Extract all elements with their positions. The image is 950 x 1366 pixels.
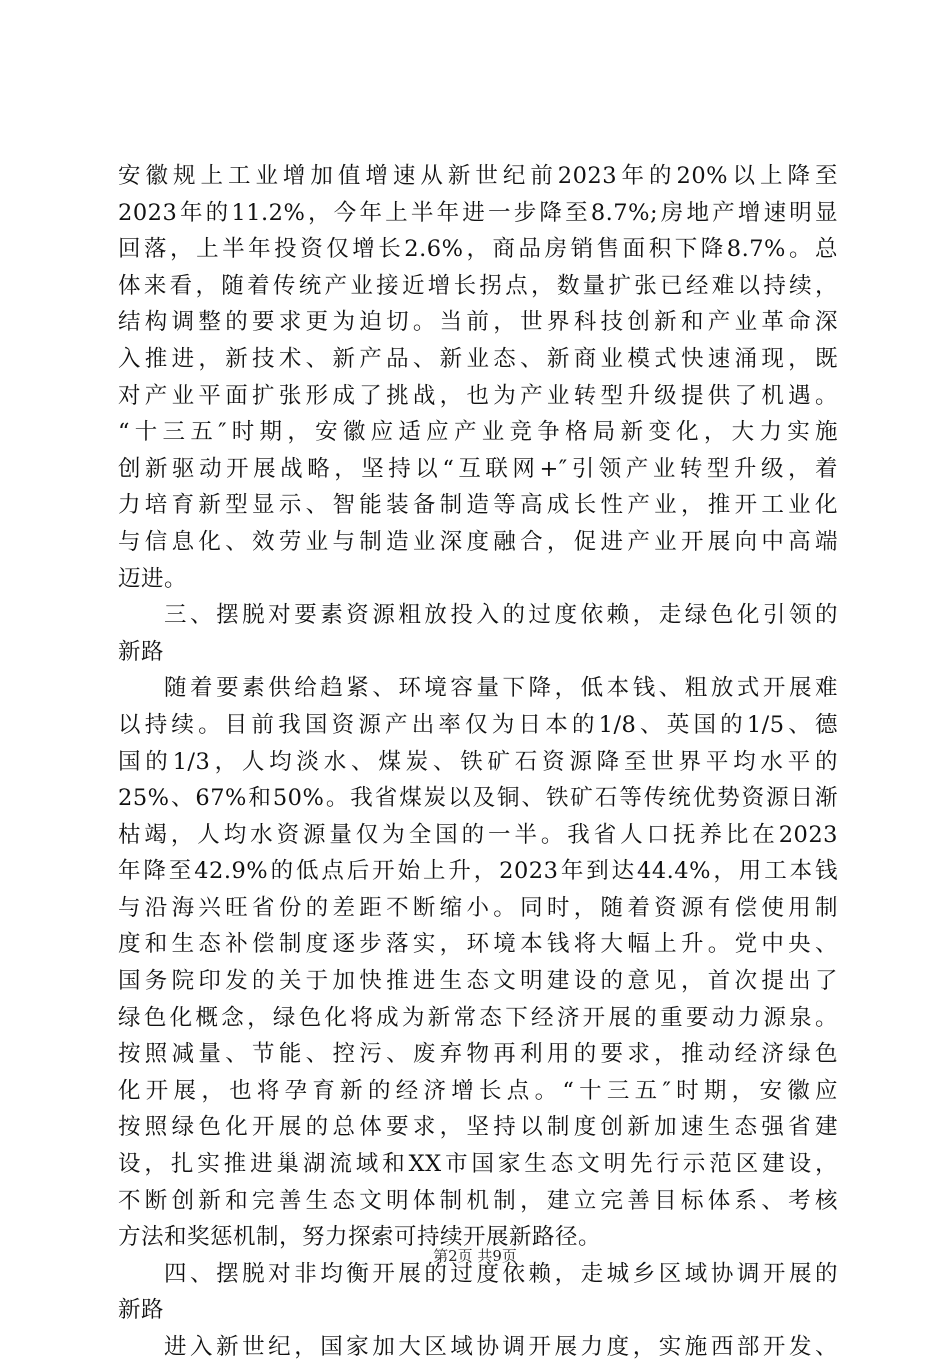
text-line: 安徽规上工业增加值增速从新世纪前2023年的20%以上降至 — [118, 163, 838, 189]
text-line: 化开展，也将孕育新的经济增长点。“十三五″时期，安徽应 — [118, 1077, 838, 1104]
text-line: 按照绿色化开展的总体要求，坚持以制度创新加速生态强省建 — [118, 1114, 838, 1141]
text-line: 四、摆脱对非均衡开展的过度依赖，走城乡区域协调开展的 — [164, 1260, 838, 1287]
text-line: 25%、67%和50%。我省煤炭以及铜、铁矿石等传统优势资源日渐 — [118, 785, 838, 812]
text-line: 力培育新型显示、智能装备制造等高成长性产业，推开工业化 — [118, 492, 838, 519]
text-line: 体来看，随着传统产业接近增长拐点，数量扩张已经难以持续， — [118, 272, 838, 299]
text-line: 三、摆脱对要素资源粗放投入的过度依赖，走绿色化引领的 — [164, 602, 838, 629]
text-line: 枯竭，人均水资源量仅为全国的一半。我省人口抚养比在2023 — [118, 821, 838, 848]
text-line: 度和生态补偿制度逐步落实，环境本钱将大幅上升。党中央、 — [118, 931, 838, 958]
text-line: 不断创新和完善生态文明体制机制，建立完善目标体系、考核 — [118, 1187, 838, 1214]
text-line: 2023年的11.2%，今年上半年进一步降至8.7%;房地产增速明显 — [118, 199, 838, 226]
text-line: 年降至42.9%的低点后开始上升，2023年到达44.4%，用工本钱 — [118, 858, 838, 885]
page-footer: 第2页 共9页 — [433, 1247, 517, 1265]
text-line: 结构调整的要求更为迫切。当前，世界科技创新和产业革命深 — [118, 309, 838, 336]
text-line: 对产业平面扩张形成了挑战，也为产业转型升级提供了机遇。 — [118, 382, 838, 409]
text-line: 随着要素供给趋紧、环境容量下降，低本钱、粗放式开展难 — [164, 675, 838, 702]
text-line: 进入新世纪，国家加大区域协调开展力度，实施西部开发、 — [164, 1334, 838, 1360]
text-line: 创新驱动开展战略，坚持以“互联网+″引领产业转型升级，着 — [118, 455, 838, 482]
text-line: 设，扎实推进巢湖流域和XX市国家生态文明先行示范区建设， — [118, 1151, 838, 1178]
text-line: 新路 — [118, 638, 165, 665]
text-line: 按照减量、节能、控污、废弃物再利用的要求，推动经济绿色 — [118, 1041, 838, 1068]
text-line: “十三五″时期，安徽应适应产业竞争格局新变化，大力实施 — [118, 419, 838, 446]
text-line: 新路 — [118, 1297, 165, 1324]
text-line: 方法和奖惩机制，努力探索可持续开展新路径。 — [118, 1224, 602, 1251]
text-line: 国务院印发的关于加快推进生态文明建设的意见，首次提出了 — [118, 968, 838, 995]
text-line: 入推进，新技术、新产品、新业态、新商业模式快速涌现，既 — [118, 345, 838, 372]
text-line: 迈进。 — [118, 565, 188, 592]
text-line: 以持续。目前我国资源产出率仅为日本的1/8、英国的1/5、德 — [118, 711, 838, 738]
text-line: 与沿海兴旺省份的差距不断缩小。同时，随着资源有偿使用制 — [118, 894, 838, 921]
text-line: 与信息化、效劳业与制造业深度融合，促进产业开展向中高端 — [118, 528, 838, 555]
text-line: 回落，上半年投资仅增长2.6%，商品房销售面积下降8.7%。总 — [118, 236, 838, 263]
text-line: 绿色化概念，绿色化将成为新常态下经济开展的重要动力源泉。 — [118, 1004, 838, 1031]
document-body — [118, 158, 838, 1366]
text-line: 国的1/3，人均淡水、煤炭、铁矿石资源降至世界平均水平的 — [118, 748, 838, 775]
